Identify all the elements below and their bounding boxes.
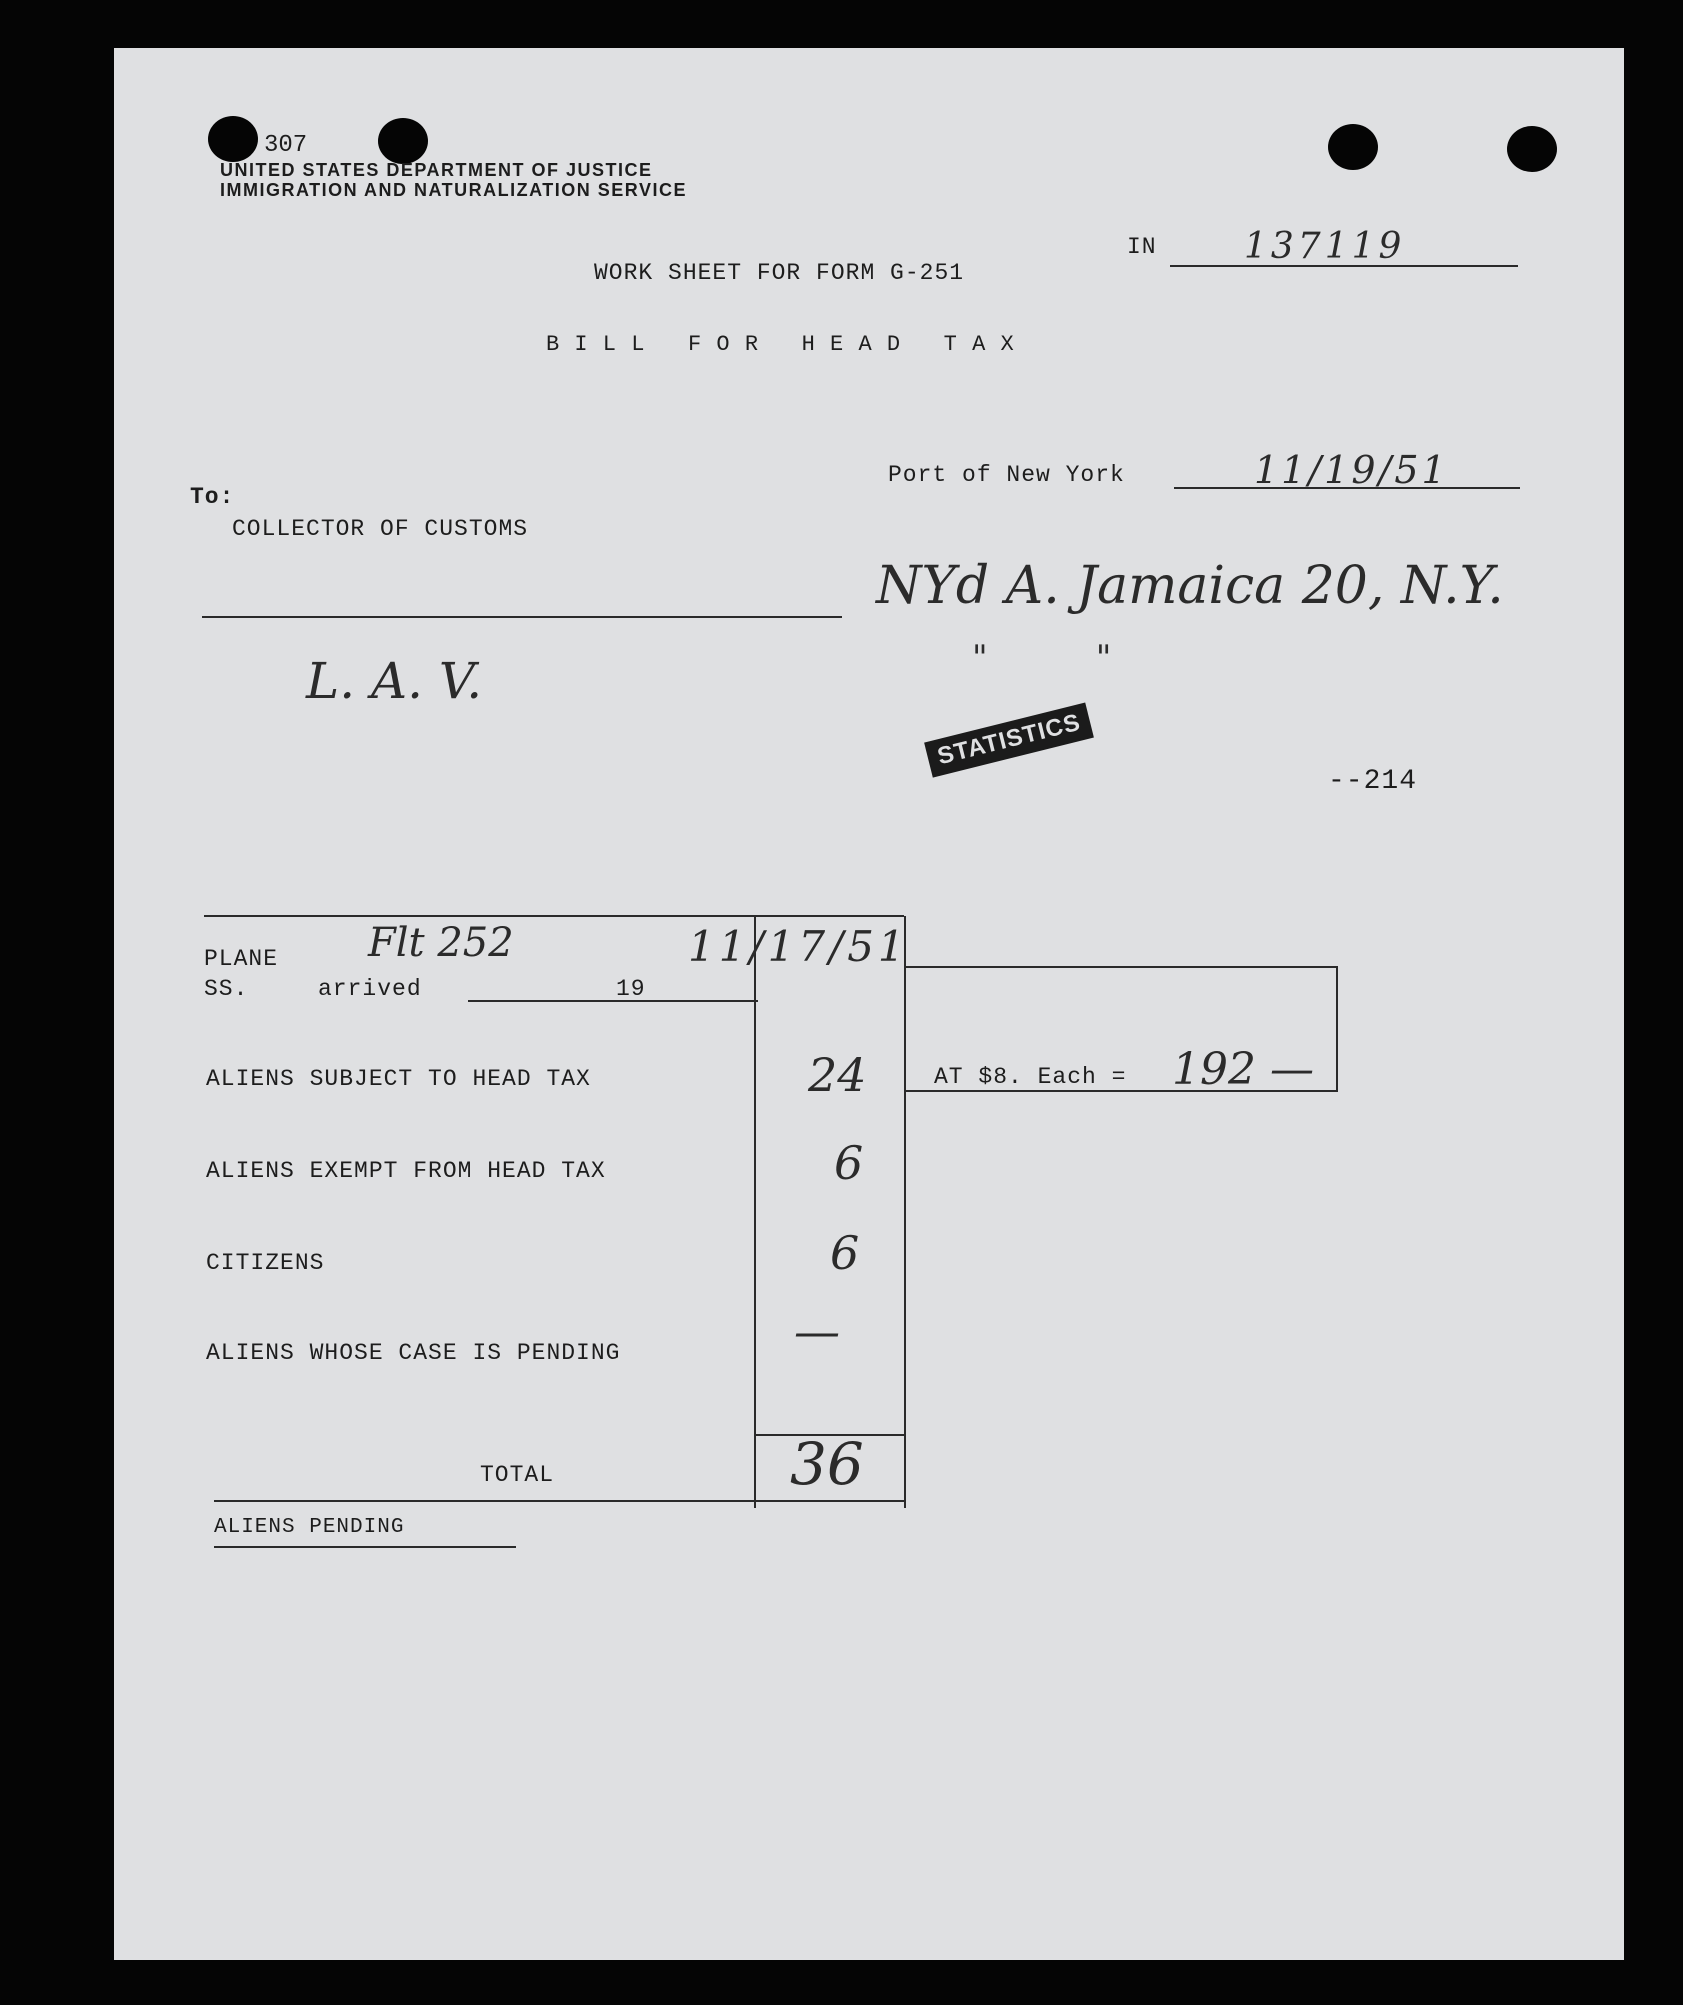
- row-label-subject: ALIENS SUBJECT TO HEAD TAX: [206, 1066, 591, 1092]
- pending-underline: [214, 1546, 516, 1548]
- ditto-marks: " ": [972, 638, 1112, 678]
- to-value: COLLECTOR OF CUSTOMS: [232, 516, 529, 542]
- document-sheet: [114, 48, 1624, 1960]
- tax-rate-label: AT $8. Each =: [934, 1064, 1127, 1090]
- to-underline: [202, 616, 842, 618]
- in-label: IN: [1127, 234, 1157, 260]
- handwritten-initials: L. A. V.: [306, 652, 483, 710]
- statistics-stamp: STATISTICS: [924, 702, 1094, 777]
- row-value-exempt: 6: [834, 1136, 864, 1190]
- row-value-pending: —: [794, 1304, 840, 1358]
- port-label: Port of New York: [888, 462, 1125, 488]
- agency-line-1: UNITED STATES DEPARTMENT OF JUSTICE: [220, 160, 653, 180]
- year-prefix: 19: [616, 976, 646, 1002]
- port-date: 11/19/51: [1254, 448, 1449, 492]
- to-label: To:: [190, 484, 235, 510]
- punch-hole: [1507, 126, 1557, 172]
- total-label: TOTAL: [480, 1462, 555, 1488]
- table-bottom-line: [214, 1500, 906, 1502]
- table-top-line: [204, 915, 904, 917]
- ss-label: SS.: [204, 976, 249, 1002]
- row-label-exempt: ALIENS EXEMPT FROM HEAD TAX: [206, 1158, 606, 1184]
- tax-amount: 192 —: [1172, 1044, 1314, 1095]
- aliens-pending-label: ALIENS PENDING: [214, 1516, 405, 1539]
- flight-number: Flt 252: [368, 920, 514, 966]
- arrival-date: 11/17/51: [688, 922, 909, 971]
- punch-hole: [208, 116, 258, 162]
- arrived-label: arrived: [318, 976, 422, 1002]
- total-value: 36: [790, 1430, 864, 1498]
- form-subtitle: B I L L F O R H E A D T A X: [546, 332, 1015, 357]
- row-value-subject: 24: [808, 1048, 867, 1102]
- punch-hole: [378, 118, 428, 164]
- tax-box-top: [906, 966, 1336, 968]
- agency-line-2: IMMIGRATION AND NATURALIZATION SERVICE: [220, 180, 687, 200]
- row-label-citizens: CITIZENS: [206, 1250, 325, 1276]
- form-number: 307: [264, 132, 308, 159]
- arrived-underline: [468, 1000, 758, 1002]
- row-value-citizens: 6: [830, 1226, 860, 1280]
- handwritten-carrier: NYd A. Jamaica 20, N.Y.: [876, 556, 1504, 616]
- in-number: 137119: [1244, 226, 1406, 267]
- value-column-left: [754, 916, 756, 1508]
- value-column-right: [904, 916, 906, 1508]
- plane-label: PLANE: [204, 946, 279, 972]
- reference-number: --214: [1328, 766, 1418, 797]
- form-title: WORK SHEET FOR FORM G-251: [594, 260, 965, 286]
- row-label-pending: ALIENS WHOSE CASE IS PENDING: [206, 1340, 621, 1366]
- tax-box-right: [1336, 966, 1338, 1090]
- punch-hole: [1328, 124, 1378, 170]
